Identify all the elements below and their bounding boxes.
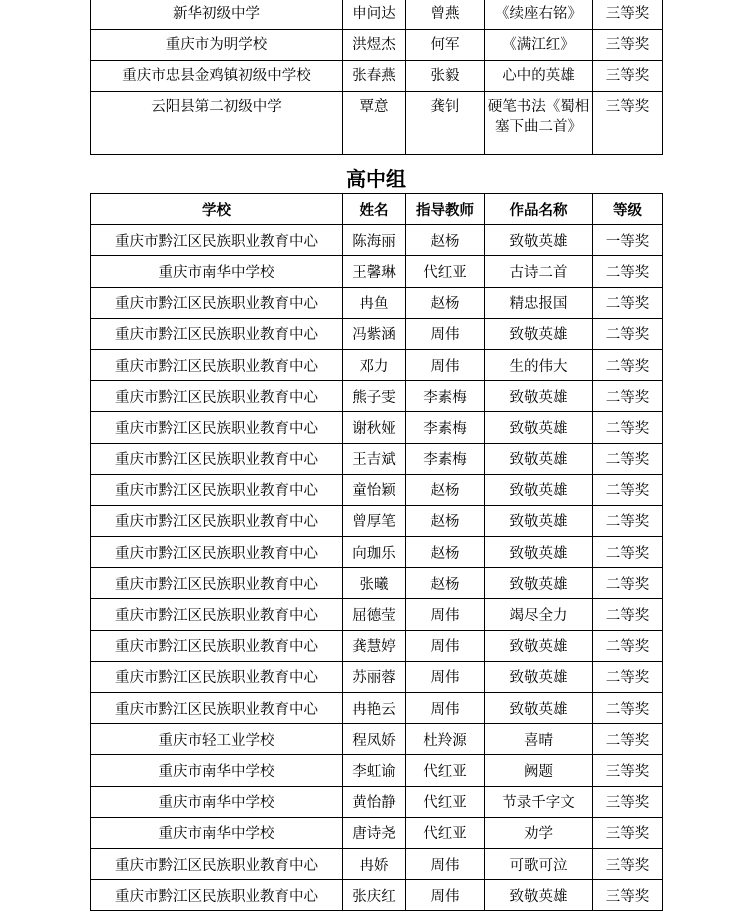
name-cell: 屈德莹	[343, 599, 406, 630]
teacher-cell: 赵杨	[406, 287, 485, 318]
school-cell: 重庆市南华中学校	[91, 786, 343, 817]
table-row	[91, 412, 663, 443]
name-cell: 黄怡静	[343, 786, 406, 817]
work-title-cell: 生的伟大	[485, 349, 593, 380]
name-cell: 曾厚笔	[343, 505, 406, 536]
header-name: 姓名	[343, 194, 406, 225]
work-title-cell: 致敬英雄	[485, 318, 593, 349]
table-row	[91, 880, 663, 911]
teacher-cell: 何军	[406, 30, 485, 61]
teacher-cell: 李素梅	[406, 381, 485, 412]
work-title-cell: 致敬英雄	[485, 537, 593, 568]
name-cell: 王吉斌	[343, 443, 406, 474]
header-row	[91, 194, 663, 225]
teacher-cell: 周伟	[406, 880, 485, 911]
grade-cell: 二等奖	[593, 505, 663, 536]
school-cell: 重庆市南华中学校	[91, 817, 343, 848]
grade-cell: 二等奖	[593, 537, 663, 568]
teacher-cell: 赵杨	[406, 568, 485, 599]
teacher-cell: 周伟	[406, 693, 485, 724]
table-row	[91, 349, 663, 380]
grade-cell: 二等奖	[593, 412, 663, 443]
name-cell: 覃意	[343, 92, 406, 155]
grade-cell: 二等奖	[593, 381, 663, 412]
work-title-cell: 劝学	[485, 817, 593, 848]
work-title-cell: 致敬英雄	[485, 474, 593, 505]
table-row	[91, 61, 663, 92]
table-row	[91, 30, 663, 61]
table-row	[91, 724, 663, 755]
work-title-cell: 喜晴	[485, 724, 593, 755]
work-title-cell: 节录千字文	[485, 786, 593, 817]
teacher-cell: 赵杨	[406, 225, 485, 256]
table-row	[91, 0, 663, 30]
grade-cell: 二等奖	[593, 724, 663, 755]
header-teacher: 指导教师	[406, 194, 485, 225]
table-row	[91, 693, 663, 724]
name-cell: 洪煜杰	[343, 30, 406, 61]
name-cell: 邓力	[343, 349, 406, 380]
school-cell: 重庆市黔江区民族职业教育中心	[91, 693, 343, 724]
school-cell: 重庆市南华中学校	[91, 755, 343, 786]
name-cell: 唐诗尧	[343, 817, 406, 848]
school-cell: 重庆市黔江区民族职业教育中心	[91, 848, 343, 879]
teacher-cell: 曾燕	[406, 0, 485, 30]
table-row	[91, 225, 663, 256]
grade-cell: 一等奖	[593, 225, 663, 256]
teacher-cell: 李素梅	[406, 443, 485, 474]
work-title-cell: 致敬英雄	[485, 880, 593, 911]
work-title-cell: 心中的英雄	[485, 61, 593, 92]
school-cell: 重庆市黔江区民族职业教育中心	[91, 381, 343, 412]
name-cell: 李虹谕	[343, 755, 406, 786]
grade-cell: 二等奖	[593, 256, 663, 287]
teacher-cell: 李素梅	[406, 412, 485, 443]
name-cell: 熊子雯	[343, 381, 406, 412]
school-cell: 重庆市黔江区民族职业教育中心	[91, 443, 343, 474]
school-cell: 重庆市黔江区民族职业教育中心	[91, 630, 343, 661]
teacher-cell: 周伟	[406, 349, 485, 380]
grade-cell: 三等奖	[593, 755, 663, 786]
school-cell: 重庆市黔江区民族职业教育中心	[91, 599, 343, 630]
name-cell: 冉鱼	[343, 287, 406, 318]
school-cell: 重庆市黔江区民族职业教育中心	[91, 287, 343, 318]
work-title-cell: 硬笔书法《蜀相塞下曲二首》	[485, 92, 593, 155]
work-title-cell: 致敬英雄	[485, 568, 593, 599]
work-title-cell: 精忠报国	[485, 287, 593, 318]
work-title-cell: 竭尽全力	[485, 599, 593, 630]
grade-cell: 二等奖	[593, 630, 663, 661]
table-row	[91, 755, 663, 786]
senior-rows	[91, 225, 663, 911]
grade-cell: 二等奖	[593, 568, 663, 599]
grade-cell: 三等奖	[593, 817, 663, 848]
teacher-cell: 龚钊	[406, 92, 485, 155]
teacher-cell: 周伟	[406, 318, 485, 349]
grade-cell: 三等奖	[593, 92, 663, 155]
table-row	[91, 381, 663, 412]
section-title: 高中组	[346, 167, 406, 191]
table-row	[91, 318, 663, 349]
table-row	[91, 256, 663, 287]
teacher-cell: 周伟	[406, 599, 485, 630]
work-title-cell: 致敬英雄	[485, 693, 593, 724]
work-title-cell: 《续座右铭》	[485, 0, 593, 30]
grade-cell: 二等奖	[593, 693, 663, 724]
name-cell: 程凤娇	[343, 724, 406, 755]
table-row	[91, 474, 663, 505]
work-title-cell: 可歌可泣	[485, 848, 593, 879]
table-row	[91, 92, 663, 155]
grade-cell: 二等奖	[593, 287, 663, 318]
teacher-cell: 代红亚	[406, 755, 485, 786]
senior-results-table	[90, 193, 663, 911]
work-title-cell: 致敬英雄	[485, 225, 593, 256]
name-cell: 冉艳云	[343, 693, 406, 724]
school-cell: 重庆市黔江区民族职业教育中心	[91, 537, 343, 568]
school-cell: 重庆市黔江区民族职业教育中心	[91, 225, 343, 256]
header-work-title: 作品名称	[485, 194, 593, 225]
grade-cell: 二等奖	[593, 474, 663, 505]
work-title-cell: 致敬英雄	[485, 630, 593, 661]
table-row	[91, 848, 663, 879]
name-cell: 龚慧婷	[343, 630, 406, 661]
school-cell: 重庆市黔江区民族职业教育中心	[91, 412, 343, 443]
work-title-cell: 《满江红》	[485, 30, 593, 61]
work-title-cell: 阙题	[485, 755, 593, 786]
school-cell: 重庆市黔江区民族职业教育中心	[91, 880, 343, 911]
grade-cell: 二等奖	[593, 599, 663, 630]
work-title-cell: 致敬英雄	[485, 505, 593, 536]
school-cell: 重庆市为明学校	[91, 30, 343, 61]
name-cell: 冯紫涵	[343, 318, 406, 349]
teacher-cell: 赵杨	[406, 474, 485, 505]
grade-cell: 三等奖	[593, 848, 663, 879]
teacher-cell: 周伟	[406, 661, 485, 692]
school-cell: 重庆市轻工业学校	[91, 724, 343, 755]
name-cell: 王馨琳	[343, 256, 406, 287]
work-title-cell: 致敬英雄	[485, 443, 593, 474]
school-cell: 重庆市黔江区民族职业教育中心	[91, 318, 343, 349]
table-row	[91, 599, 663, 630]
work-title-cell: 致敬英雄	[485, 412, 593, 443]
grade-cell: 三等奖	[593, 880, 663, 911]
school-cell: 重庆市黔江区民族职业教育中心	[91, 349, 343, 380]
teacher-cell: 周伟	[406, 848, 485, 879]
header-school: 学校	[91, 194, 343, 225]
table-row	[91, 630, 663, 661]
name-cell: 冉娇	[343, 848, 406, 879]
work-title-cell: 古诗二首	[485, 256, 593, 287]
name-cell: 张庆红	[343, 880, 406, 911]
school-cell: 云阳县第二初级中学	[91, 92, 343, 155]
table-row	[91, 817, 663, 848]
table-row	[91, 661, 663, 692]
school-cell: 重庆市黔江区民族职业教育中心	[91, 661, 343, 692]
table-row	[91, 505, 663, 536]
school-cell: 重庆市忠县金鸡镇初级中学校	[91, 61, 343, 92]
name-cell: 童怡颖	[343, 474, 406, 505]
junior-results-table	[90, 0, 663, 155]
grade-cell: 二等奖	[593, 661, 663, 692]
grade-cell: 三等奖	[593, 30, 663, 61]
name-cell: 向珈乐	[343, 537, 406, 568]
name-cell: 张春燕	[343, 61, 406, 92]
teacher-cell: 代红亚	[406, 786, 485, 817]
table-row	[91, 568, 663, 599]
table-row	[91, 443, 663, 474]
grade-cell: 二等奖	[593, 349, 663, 380]
table-row	[91, 537, 663, 568]
school-cell: 重庆市黔江区民族职业教育中心	[91, 568, 343, 599]
grade-cell: 二等奖	[593, 318, 663, 349]
work-title-cell: 致敬英雄	[485, 661, 593, 692]
table-row	[91, 786, 663, 817]
name-cell: 陈海丽	[343, 225, 406, 256]
grade-cell: 三等奖	[593, 786, 663, 817]
school-cell: 重庆市南华中学校	[91, 256, 343, 287]
teacher-cell: 张毅	[406, 61, 485, 92]
teacher-cell: 代红亚	[406, 817, 485, 848]
grade-cell: 三等奖	[593, 0, 663, 30]
grade-cell: 二等奖	[593, 443, 663, 474]
teacher-cell: 赵杨	[406, 537, 485, 568]
name-cell: 谢秋娅	[343, 412, 406, 443]
name-cell: 申问达	[343, 0, 406, 30]
teacher-cell: 代红亚	[406, 256, 485, 287]
school-cell: 新华初级中学	[91, 0, 343, 30]
junior-rows	[91, 0, 663, 155]
name-cell: 苏丽蓉	[343, 661, 406, 692]
teacher-cell: 周伟	[406, 630, 485, 661]
table-row	[91, 287, 663, 318]
work-title-cell: 致敬英雄	[485, 381, 593, 412]
school-cell: 重庆市黔江区民族职业教育中心	[91, 505, 343, 536]
name-cell: 张曦	[343, 568, 406, 599]
teacher-cell: 赵杨	[406, 505, 485, 536]
school-cell: 重庆市黔江区民族职业教育中心	[91, 474, 343, 505]
teacher-cell: 杜羚源	[406, 724, 485, 755]
header-grade: 等级	[593, 194, 663, 225]
grade-cell: 三等奖	[593, 61, 663, 92]
